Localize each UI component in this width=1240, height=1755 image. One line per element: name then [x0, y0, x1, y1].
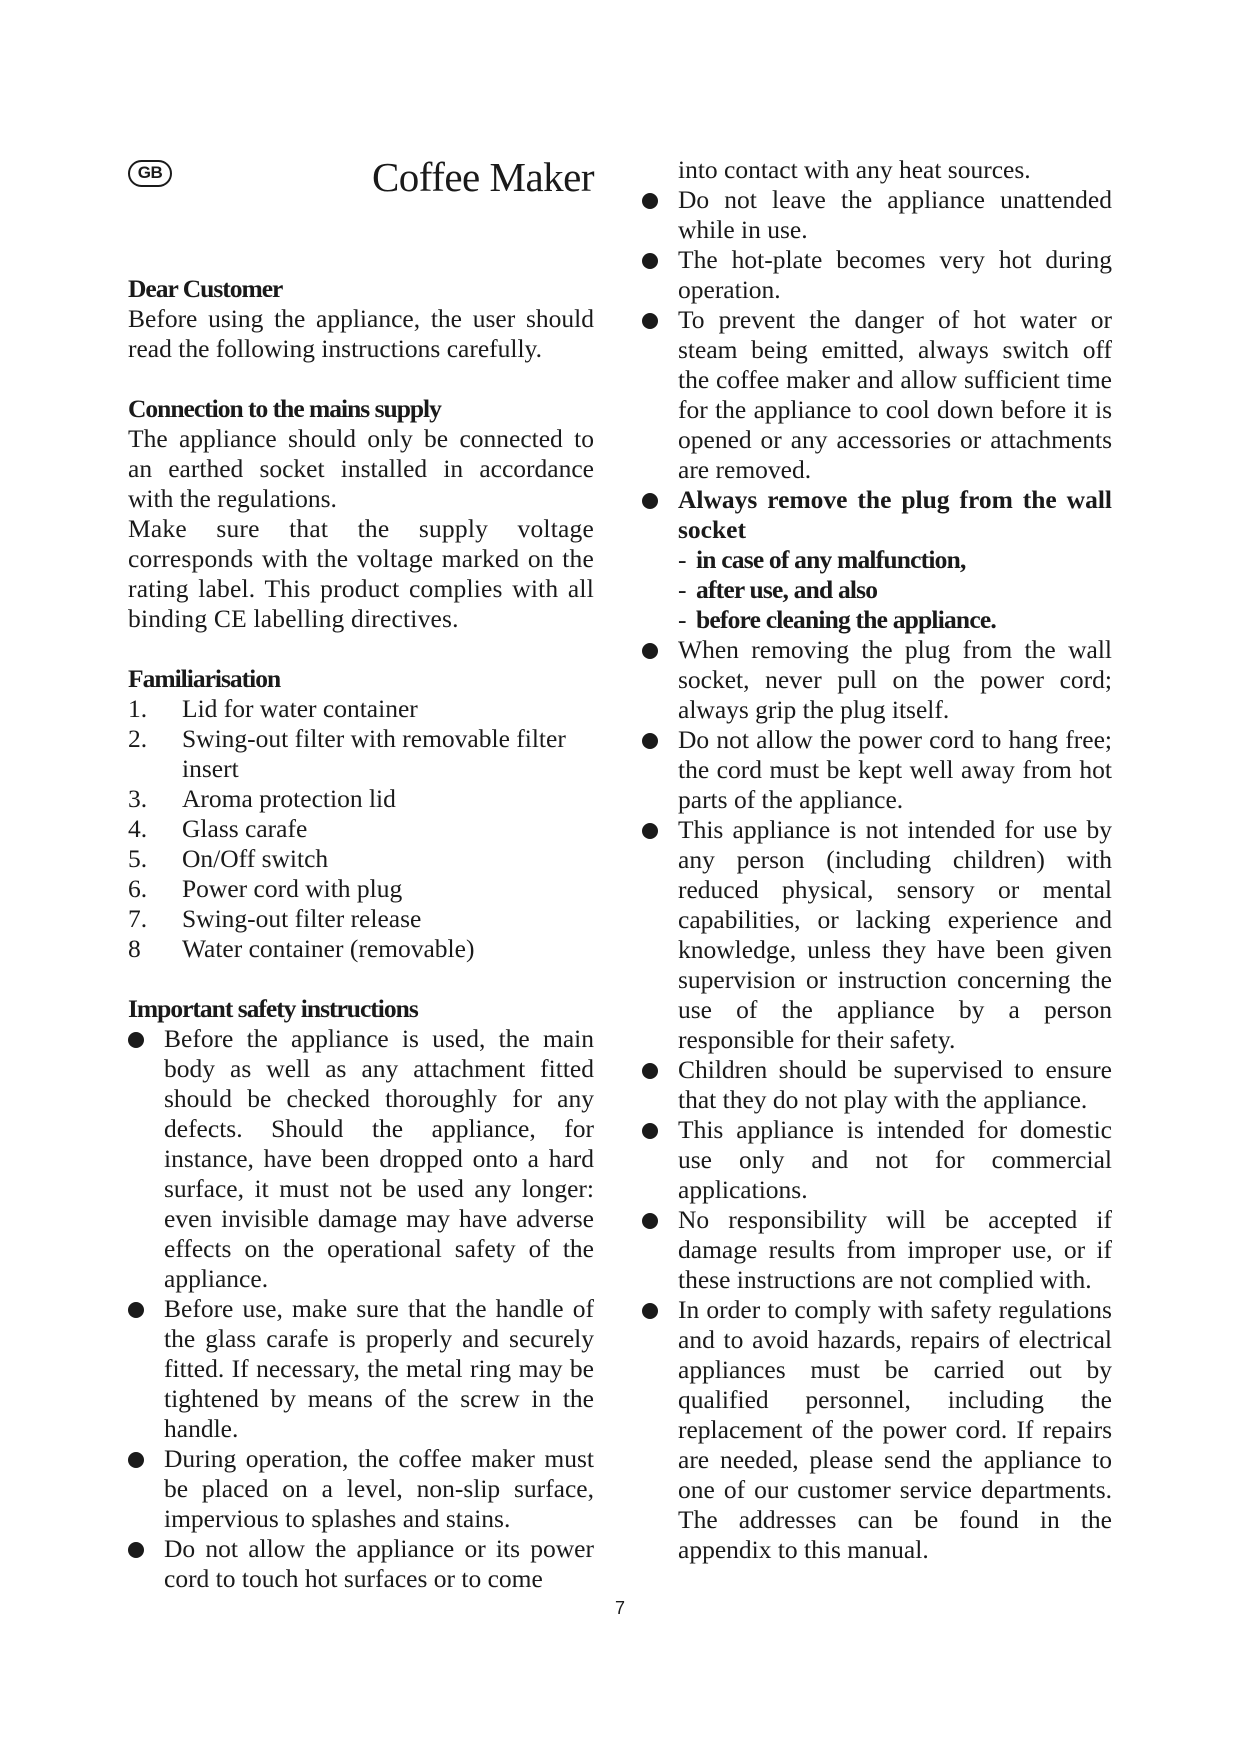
- page-title: Coffee Maker: [371, 154, 594, 200]
- safety-heading: Important safety instructions: [128, 994, 418, 1023]
- list-item: Children should be supervised to ensure that they do not play with the appliance.: [642, 1055, 1112, 1115]
- plug-warning-sublist: [678, 545, 1112, 635]
- bullet-icon: [128, 1032, 144, 1048]
- list-item: 7. Swing-out filter release: [128, 904, 422, 933]
- left-column: [128, 274, 594, 1594]
- list-item: 6. Power cord with plug: [128, 874, 403, 903]
- parts-list: [128, 694, 594, 964]
- list-item: 4. Glass carafe: [128, 814, 308, 843]
- list-item: Before the appliance is used, the main body as well as any attachment fitted should be checked thoroughly for any defects. Should the appliance, for instance, have been dropped onto a hard surface, it must not be used any longer: even invisible damage may have adverse effects on the operational safety of the appliance.: [128, 1024, 594, 1294]
- right-column: [642, 155, 1112, 1565]
- bullet-icon: [128, 1452, 144, 1468]
- list-item: The hot-plate becomes very hot during operation.: [642, 245, 1112, 305]
- bullet-icon: [128, 1542, 144, 1558]
- bullet-icon: [642, 1123, 658, 1139]
- country-badge: GB: [128, 160, 172, 187]
- safety-list-left: [128, 1024, 594, 1594]
- connection-text-1: The appliance should only be connected to an earthed socket installed in accordance with the regulations.: [128, 424, 594, 513]
- bullet-icon: [642, 1063, 658, 1079]
- bullet-icon: [642, 823, 658, 839]
- bullet-icon: [642, 493, 658, 509]
- list-item: This appliance is not intended for use by any person (including children) with reduced physical, sensory or mental capabilities, or lacking experience and knowledge, unless they have been given supervision or instruction concerning the use of the appliance by a person responsible for their safety.: [642, 815, 1112, 1055]
- list-item: No responsibility will be accepted if damage results from improper use, or if these instructions are not complied with.: [642, 1205, 1112, 1295]
- bullet-icon: [642, 1213, 658, 1229]
- familiarisation-heading: Familiarisation: [128, 664, 281, 693]
- list-item: Before use, make sure that the handle of the glass carafe is properly and securely fitted. If necessary, the metal ring may be tightened by means of the screw in the handle.: [128, 1294, 594, 1444]
- list-item: Do not allow the appliance or its power cord to touch hot surfaces or to come: [128, 1534, 594, 1594]
- dear-customer-heading: Dear Customer: [128, 274, 283, 303]
- bullet-icon: [642, 733, 658, 749]
- list-item: 1. Lid for water container: [128, 694, 418, 723]
- list-item: In order to comply with safety regulations and to avoid hazards, repairs of electrical appliances must be carried out by qualified personnel, including the replacement of the power cord. If repairs are needed, please send the appliance to one of our customer service departments. The addresses can be found in the appendix to this manual.: [642, 1295, 1112, 1565]
- bullet-icon: [642, 193, 658, 209]
- continued-text: into contact with any heat sources.: [678, 155, 1031, 184]
- list-item: To prevent the danger of hot water or steam being emitted, always switch off the coffee maker and allow sufficient time for the appliance to cool down before it is opened or any accessories or attachments are removed.: [642, 305, 1112, 485]
- safety-list-right: [642, 185, 1112, 1565]
- bullet-icon: [128, 1302, 144, 1318]
- bullet-icon: [642, 313, 658, 329]
- list-item: During operation, the coffee maker must be placed on a level, non-slip surface, impervious to splashes and stains.: [128, 1444, 594, 1534]
- list-item: - before cleaning the appliance.: [678, 605, 996, 634]
- list-item: - in case of any malfunction,: [678, 545, 966, 574]
- bullet-icon: [642, 253, 658, 269]
- list-item: 8 Water container (removable): [128, 934, 475, 963]
- list-item: When removing the plug from the wall socket, never pull on the power cord; always grip the plug itself.: [642, 635, 1112, 725]
- connection-text-2: Make sure that the supply voltage corresponds with the voltage marked on the rating label. This product complies with all binding CE labelling directives.: [128, 514, 594, 633]
- connection-heading: Connection to the mains supply: [128, 394, 441, 423]
- list-item: - after use, and also: [678, 575, 878, 604]
- bullet-icon: [642, 1303, 658, 1319]
- list-item: Do not allow the power cord to hang free; the cord must be kept well away from hot parts of the appliance.: [642, 725, 1112, 815]
- list-item: This appliance is intended for domestic use only and not for commercial applications.: [642, 1115, 1112, 1205]
- list-item: Do not leave the appliance unattended while in use.: [642, 185, 1112, 245]
- list-item: [642, 485, 1112, 635]
- page-number: 7: [614, 1598, 625, 1618]
- plug-warning-heading: Always remove the plug from the wall socket: [678, 485, 1112, 544]
- list-item: 5. On/Off switch: [128, 844, 329, 873]
- bullet-icon: [642, 643, 658, 659]
- list-item: 2. Swing-out filter with removable filter insert: [128, 724, 566, 783]
- list-item: 3. Aroma protection lid: [128, 784, 396, 813]
- dear-customer-text: Before using the appliance, the user should read the following instructions carefully.: [128, 304, 594, 363]
